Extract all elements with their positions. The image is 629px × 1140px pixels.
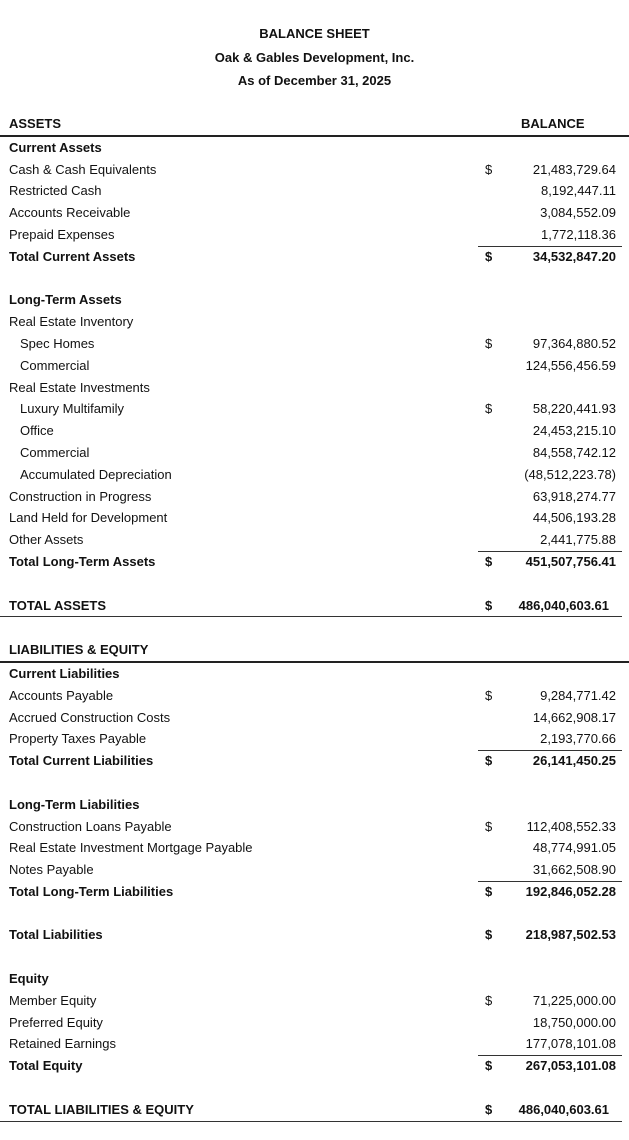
row-label: Total Long-Term Liabilities [9,883,174,899]
row-label: Long-Term Assets [9,292,122,308]
report-date: As of December 31, 2025 [237,73,392,88]
section-row [0,968,629,990]
row-label: LIABILITIES & EQUITY [9,642,149,658]
row-value: 18,750,000.00 [532,1014,616,1030]
company-name: Oak & Gables Development, Inc. [214,50,415,65]
row-value: 48,774,991.05 [532,840,616,856]
row-value: 486,040,603.61 [518,597,609,613]
row-label: Restricted Cash [9,183,102,199]
row-value: 14,662,908.17 [532,709,616,725]
row-label: Commercial [20,357,90,373]
currency-symbol: $ [485,401,493,417]
balance-sheet-table [0,113,629,1122]
row-value: 8,192,447.11 [541,183,616,199]
grand-row [0,1099,622,1122]
section-row [0,137,629,159]
item-row [0,507,629,529]
row-label: Total Equity [9,1058,83,1074]
row-label: Prepaid Expenses [9,226,115,242]
currency-symbol: $ [485,553,493,569]
item-row [0,333,629,355]
row-label: Office [20,423,54,439]
blank-row [0,268,629,290]
row-label: Preferred Equity [9,1014,103,1030]
row-label: Construction Loans Payable [9,818,172,834]
section-row [0,663,629,685]
item-row [0,442,629,464]
row-value: 2,441,775.88 [540,532,616,548]
row-label: Notes Payable [9,862,94,878]
section-header-row [0,639,629,663]
currency-symbol: $ [485,818,493,834]
currency-symbol: $ [485,687,493,703]
item-row [0,311,629,333]
currency-symbol: $ [485,1058,493,1074]
row-value: 218,987,502.53 [525,927,616,943]
item-row [0,377,629,399]
row-value: 9,284,771.42 [540,687,616,703]
row-label: Current Liabilities [9,665,120,681]
row-label: Retained Earnings [9,1036,116,1052]
row-label: Accrued Construction Costs [9,709,171,725]
item-row [0,486,629,508]
currency-symbol: $ [485,248,493,264]
section-header-row [0,113,629,137]
item-row [0,420,629,442]
currency-symbol: $ [485,883,493,899]
row-value: 112,408,552.33 [526,818,616,834]
currency-symbol: $ [485,1101,493,1117]
row-value: 267,053,101.08 [525,1058,616,1074]
row-label: Equity [9,971,49,987]
section-row [0,794,629,816]
total-row [0,881,629,903]
row-value: 124,556,456.59 [525,357,616,373]
total-row [0,750,629,772]
blank-row [0,903,629,925]
row-value: 26,141,450.25 [532,753,616,769]
item-row [0,529,629,551]
item-row [0,707,629,729]
item-row [0,859,629,881]
subtotal-row [0,924,629,946]
currency-symbol: $ [485,161,493,177]
row-value: 451,507,756.41 [525,553,616,569]
item-row [0,224,629,246]
row-label: TOTAL LIABILITIES & EQUITY [9,1101,194,1117]
row-label: Commercial [20,444,90,460]
row-label: Accounts Receivable [9,205,131,221]
currency-symbol: $ [485,992,493,1008]
row-label: Total Long-Term Assets [9,553,156,569]
row-label: Construction in Progress [9,488,152,504]
row-value: 71,225,000.00 [532,992,616,1008]
row-value: 2,193,770.66 [540,731,616,747]
row-label: Member Equity [9,992,97,1008]
total-row [0,1055,629,1077]
currency-symbol: $ [485,927,493,943]
row-label: Other Assets [9,532,84,548]
item-row [0,355,629,377]
item-row [0,816,629,838]
section-row [0,289,629,311]
item-row [0,685,629,707]
item-row [0,398,629,420]
row-label: Total Current Assets [9,248,136,264]
row-value: 58,220,441.93 [532,401,616,417]
currency-symbol: $ [485,753,493,769]
row-value: 3,084,552.09 [540,205,616,221]
currency-symbol: $ [485,335,493,351]
row-value: 97,364,880.52 [532,335,616,351]
total-row [0,246,629,268]
blank-row [0,946,629,968]
report-title: BALANCE SHEET [259,26,370,41]
item-row [0,728,629,750]
row-value: 177,078,101.08 [525,1036,616,1052]
total-row [0,551,629,573]
row-value: 24,453,215.10 [532,423,616,439]
row-value: 84,558,742.12 [532,444,616,460]
row-label: ASSETS [9,116,62,131]
row-value: 34,532,847.20 [532,248,616,264]
row-label: Real Estate Inventory [9,314,134,330]
blank-row [0,772,629,794]
row-label: Spec Homes [20,335,95,351]
blank-row [0,573,629,595]
blank-row [0,1077,629,1099]
item-row [0,990,629,1012]
row-label: Accumulated Depreciation [20,466,172,482]
item-row [0,464,629,486]
row-value: 63,918,274.77 [532,488,616,504]
row-label: Accounts Payable [9,687,114,703]
item-row [0,159,629,181]
blank-row [0,617,629,639]
item-row [0,180,629,202]
row-value: 21,483,729.64 [532,161,616,177]
row-value: 486,040,603.61 [518,1101,609,1117]
currency-symbol: $ [485,597,493,613]
row-value: (48,512,223.78) [524,466,616,482]
row-label: Property Taxes Payable [9,731,147,747]
row-label: TOTAL ASSETS [9,597,107,613]
item-row [0,837,629,859]
row-label: Current Assets [9,139,102,155]
row-label: Real Estate Investment Mortgage Payable [9,840,253,856]
balance-column-header: BALANCE [521,116,585,131]
row-value: 31,662,508.90 [532,862,616,878]
row-value: 44,506,193.28 [532,510,616,526]
item-row [0,202,629,224]
item-row [0,1033,629,1055]
item-row [0,1012,629,1034]
row-label: Land Held for Development [9,510,168,526]
row-value: 1,772,118.36 [541,226,616,242]
row-label: Long-Term Liabilities [9,796,140,812]
row-label: Luxury Multifamily [20,401,125,417]
row-label: Total Current Liabilities [9,753,154,769]
row-value: 192,846,052.28 [525,883,616,899]
grand-row [0,595,622,618]
row-label: Real Estate Investments [9,379,150,395]
row-label: Total Liabilities [9,927,103,943]
row-label: Cash & Cash Equivalents [9,161,157,177]
